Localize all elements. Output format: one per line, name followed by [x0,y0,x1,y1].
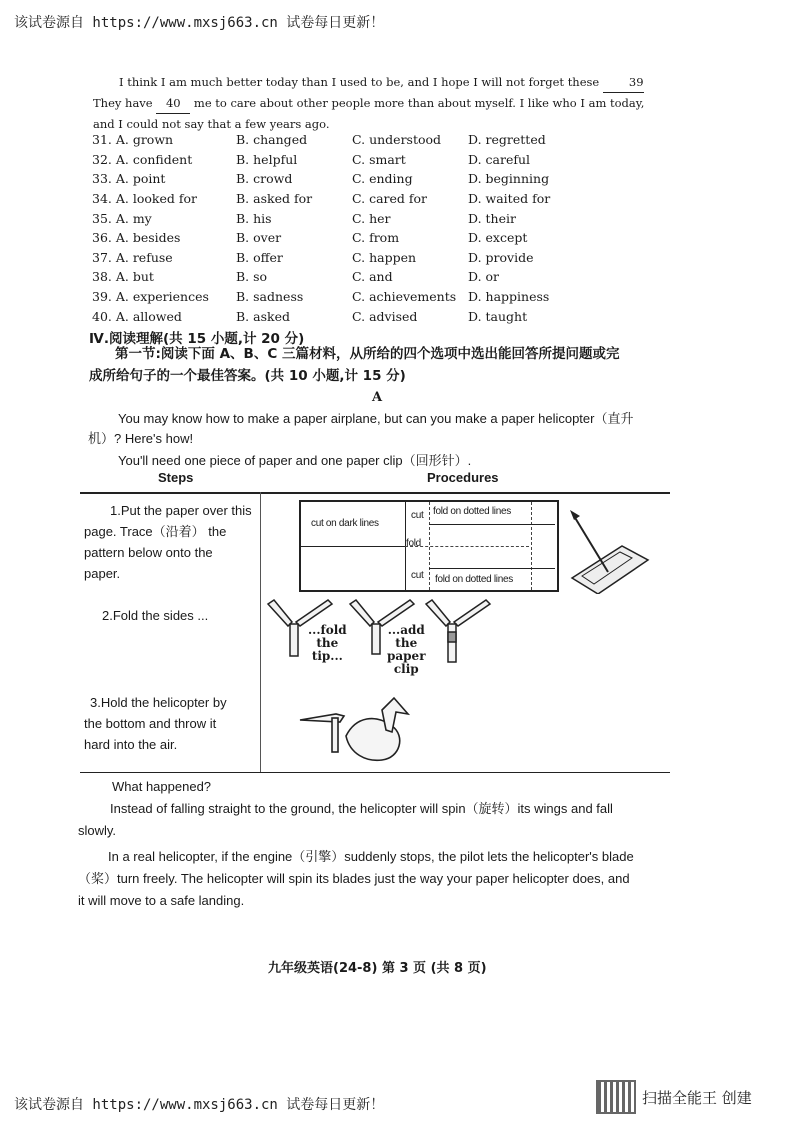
qr-code-icon [596,1080,636,1114]
folded-helicopter-illustrations [266,598,496,682]
blank-39: 39 [603,72,644,93]
outro-p1-line2: slowly. [78,823,117,838]
option-row-31: 31. A. grown B. changed C. understood D. regretted [92,132,546,148]
option-row-35: 35. A. my B. his C. her D. their [92,210,516,226]
caption-add-clip: ...add the paper clip [387,623,426,676]
helicopter-pattern-diagram [299,500,559,592]
option-row-39: 39. A. experiences B. sadness C. achievements D. happiness [92,289,550,305]
intro-line-1: You may know how to make a paper airplane, but can you make a paper helicopter（直升 [118,411,634,426]
label-cut-dark-lines: cut on dark lines [311,518,379,529]
col-steps-header: Steps [158,470,194,485]
passage-letter: A [372,390,383,405]
step-3: 3.Hold the helicopter by the bottom and throw it hard into the air. [84,695,227,752]
option-row-40: 40. A. allowed B. asked C. advised D. taught [92,308,528,324]
scanner-badge [596,1080,752,1114]
intro-line-2: 机）? Here's how! [88,431,194,446]
passage-line-3: and I could not say that a few years ago. [93,117,330,131]
instruction-line-2: 成所给句子的一个最佳答案。(共 10 小题,计 15 分) [89,368,406,384]
header-watermark: 该试卷源自 https://www.mxsj663.cn 试卷每日更新！ [14,15,385,31]
steps-table [80,470,670,772]
outro-p2-line2: （桨）turn freely. The helicopter will spin its blades just the way your paper helicopter does, and [78,871,630,886]
label-cut-bottom: cut [411,570,424,581]
scanner-label: 扫描全能王 创建 [642,1088,752,1107]
table-column-divider [260,492,261,772]
question-what-happened: What happened? [112,779,212,794]
caption-fold-tip: ...fold the tip... [308,623,347,663]
label-fold-dotted-top: fold on dotted lines [433,506,511,517]
table-bottom-rule [80,772,670,773]
step-2: 2.Fold the sides ... [102,608,209,623]
passage-line-2-pre: They have [93,96,153,110]
table-top-rule [80,492,670,494]
outro-p1-line1: Instead of falling straight to the ground, the helicopter will spin（旋转）its wings and fall [110,801,613,816]
option-row-36: 36. A. besides B. over C. from D. except [92,230,528,246]
outro-p2-line1: In a real helicopter, if the engine（引擎）suddenly stops, the pilot lets the helicopter's blade [108,849,634,864]
label-fold-dotted-bottom: fold on dotted lines [435,574,513,585]
options-list [92,130,588,326]
passage-line-1: I think I am much better today than I used to be, and I hope I will not forget these [119,75,600,89]
tracing-illustration [562,508,654,594]
label-cut-top: cut [411,510,424,521]
blank-40: 40 [156,93,190,114]
option-row-33: 33. A. point B. crowd C. ending D. beginning [92,171,550,187]
option-row-37: 37. A. refuse B. offer C. happen D. provide [92,249,534,265]
label-fold-middle: fold [406,538,421,549]
step-1: 1.Put the paper over this page. Trace（沿着） the pattern below onto the paper. [84,503,252,581]
option-row-38: 38. A. but B. so C. and D. or [92,269,500,285]
outro-p2-line3: it will move to a safe landing. [78,893,245,908]
instruction-line-1: 第一节:阅读下面 A、B、C 三篇材料，从所给的四个选项中选出能回答所提问题或完 [115,346,620,362]
page-number: 九年级英语(24-8) 第 3 页 (共 8 页) [268,961,487,976]
throwing-hand-illustration [296,696,426,766]
option-row-32: 32. A. confident B. helpful C. smart D. careful [92,151,531,167]
passage-line-2-post: me to care about other people more than about myself. I like who I am today, [193,96,645,110]
col-procedures-header: Procedures [427,470,499,485]
intro-line-3: You'll need one piece of paper and one paper clip（回形针）. [118,453,472,468]
option-row-34: 34. A. looked for B. asked for C. cared for D. waited for [92,191,551,207]
cloze-passage [93,72,653,134]
section-title: Ⅳ.阅读理解(共 15 小题,计 20 分) [89,331,305,347]
footer-watermark: 该试卷源自 https://www.mxsj663.cn 试卷每日更新！ [14,1097,385,1113]
